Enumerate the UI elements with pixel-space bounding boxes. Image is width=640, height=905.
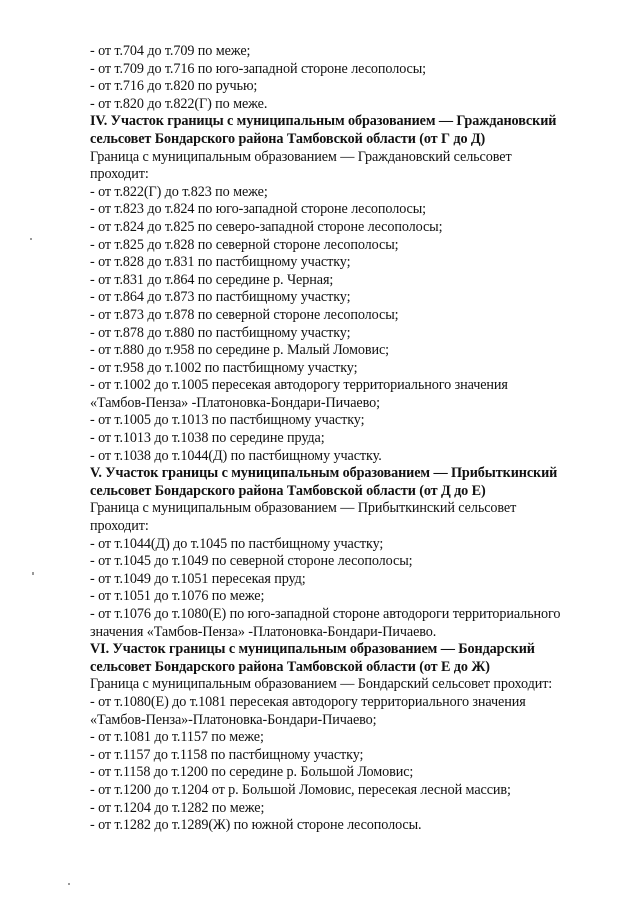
- section-heading-line: сельсовет Бондарского района Тамбовской области (от Е до Ж): [90, 658, 490, 675]
- text-line: проходит:: [90, 518, 149, 535]
- text-line: - от т.1081 до т.1157 по меже;: [90, 729, 264, 746]
- section-heading-line: IV. Участок границы с муниципальным образованием — Граждановский: [90, 113, 557, 130]
- text-line: «Тамбов-Пенза»-Платоновка-Бондари-Пичаево;: [90, 711, 377, 728]
- text-line: Граница с муниципальным образованием — Бондарский сельсовет проходит:: [90, 676, 553, 693]
- text-line: - от т.1204 до т.1282 по меже;: [90, 799, 265, 816]
- text-line: - от т.1005 до т.1013 по пастбищному участку;: [90, 412, 365, 429]
- section-heading-line: VI. Участок границы с муниципальным образованием — Бондарский: [90, 641, 535, 658]
- text-line: - от т.709 до т.716 по юго-западной стороне лесополосы;: [90, 60, 427, 77]
- text-line: - от т.1045 до т.1049 по северной стороне лесополосы;: [90, 553, 413, 570]
- text-line: - от т.880 до т.958 по середине р. Малый Ломовис;: [90, 342, 390, 359]
- section-heading-line: V. Участок границы с муниципальным образованием — Прибыткинский: [90, 465, 558, 482]
- section-heading-line: сельсовет Бондарского района Тамбовской области (от Д до Е): [90, 482, 486, 499]
- text-line: - от т.1076 до т.1080(Е) по юго-западной стороне автодороги территориального: [90, 606, 561, 622]
- text-line: значения «Тамбов-Пенза» -Платоновка-Бондари-Пичаево.: [90, 623, 437, 640]
- text-line: Граница с муниципальным образованием — Прибыткинский сельсовет: [90, 500, 517, 517]
- text-line: «Тамбов-Пенза» -Платоновка-Бондари-Пичаево;: [90, 394, 380, 411]
- text-line: - от т.864 до т.873 по пастбищному участку;: [90, 289, 351, 306]
- text-line: - от т.831 до т.864 по середине р. Черная;: [90, 271, 334, 288]
- text-line: - от т.1013 до т.1038 по середине пруда;: [90, 430, 325, 447]
- text-line: - от т.1157 до т.1158 по пастбищному участку;: [90, 746, 364, 763]
- text-line: - от т.1158 до т.1200 по середине р. Большой Ломовис;: [90, 764, 414, 781]
- text-line: - от т.1282 до т.1289(Ж) по южной стороне лесополосы.: [90, 817, 422, 834]
- text-line: - от т.824 до т.825 по северо-западной стороне лесополосы;: [90, 218, 443, 235]
- scan-speck: [68, 883, 70, 885]
- text-line: - от т.1044(Д) до т.1045 по пастбищному участку;: [90, 535, 384, 552]
- section-heading-line: сельсовет Бондарского района Тамбовской области (от Г до Д): [90, 130, 486, 147]
- text-line: - от т.1002 до т.1005 пересекая автодорогу территориального значения: [90, 377, 508, 394]
- text-line: - от т.878 до т.880 по пастбищному участку;: [90, 324, 351, 341]
- text-line: - от т.822(Г) до т.823 по меже;: [90, 183, 268, 200]
- text-line: - от т.873 до т.878 по северной стороне лесополосы;: [90, 306, 399, 323]
- text-line: Граница с муниципальным образованием — Граждановский сельсовет: [90, 148, 512, 165]
- text-line: - от т.1080(Е) до т.1081 пересекая автодорогу территориального значения: [90, 693, 526, 710]
- scan-speck: [32, 572, 34, 575]
- text-line: - от т.825 до т.828 по северной стороне лесополосы;: [90, 236, 399, 253]
- text-line: - от т.958 до т.1002 по пастбищному участку;: [90, 359, 358, 376]
- text-line: - от т.704 до т.709 по меже;: [90, 43, 251, 59]
- document-page: [90, 43, 620, 835]
- text-line: - от т.716 до т.820 по ручью;: [90, 78, 258, 95]
- text-line: - от т.828 до т.831 по пастбищному участку;: [90, 254, 351, 271]
- text-line: - от т.1200 до т.1204 от р. Большой Ломовис, пересекая лесной массив;: [90, 781, 511, 798]
- text-line: проходит:: [90, 166, 149, 183]
- text-line: - от т.1049 до т.1051 пересекая пруд;: [90, 570, 306, 587]
- text-line: - от т.1038 до т.1044(Д) по пастбищному участку.: [90, 447, 382, 464]
- scan-speck: [30, 238, 32, 240]
- text-line: - от т.1051 до т.1076 по меже;: [90, 588, 265, 605]
- text-line: - от т.820 до т.822(Г) по меже.: [90, 95, 268, 112]
- text-line: - от т.823 до т.824 по юго-западной стороне лесополосы;: [90, 201, 427, 218]
